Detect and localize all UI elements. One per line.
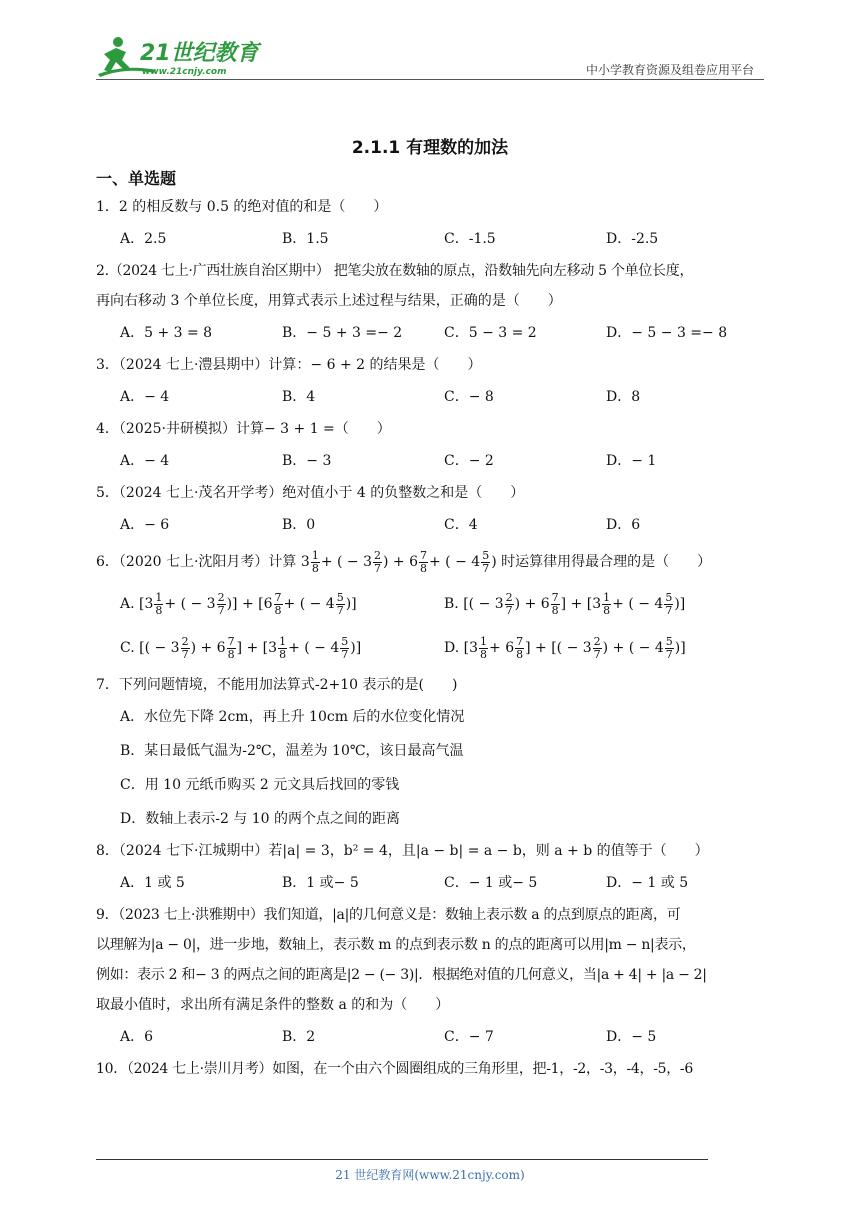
question-9 xyxy=(96,900,768,1054)
option-c: C．− 1 或− 5 xyxy=(444,875,538,891)
option-d: D. [3 $\frac{1}{8}$ + 6 $\frac{7}{8}$ ] + [( − 3 $\frac{2}{7}$ ) + ( − 4 $\frac{5}{7}$ )] xyxy=(444,634,686,661)
question-8 xyxy=(96,836,768,900)
document-title: 2.1.1 有理数的加法 xyxy=(351,138,509,158)
question-stem: 5．（2024 七上·茂名开学考）绝对值小于 4 的负整数之和是（ ） xyxy=(96,485,525,501)
option-b: B．1 或− 5 xyxy=(282,875,359,891)
question-stem: 10．（2024 七上·崇川月考）如图，在一个由六个圆圈组成的三角形里，把-1，-2，-3，-4，-5，-6 xyxy=(96,1061,693,1077)
page-header xyxy=(96,30,764,80)
option-a: A．5 + 3 = 8 xyxy=(120,325,213,341)
option-b: B．− 5 + 3 =− 2 xyxy=(282,325,403,341)
options xyxy=(96,700,768,836)
option-d: D．− 5 xyxy=(606,1029,657,1045)
question-stem-cont: 例如：表示 2 和− 3 的两点之间的距离是|2 − (− 3)|．根据绝对值的几何意义，当|a + 4| + |a − 2| xyxy=(96,967,707,983)
option-d: D．− 1 xyxy=(606,453,657,469)
footer-divider xyxy=(96,1159,708,1160)
question-1 xyxy=(96,192,768,256)
options-2 xyxy=(96,626,768,670)
option-d: D．8 xyxy=(606,389,641,405)
option-b: B．0 xyxy=(282,517,316,533)
stem-prefix: 6．（2020 七上·沈阳月考）计算 xyxy=(96,554,297,570)
options xyxy=(96,444,768,478)
option-a: A. [3 $\frac{1}{8}$ + ( − 3 $\frac{2}{7}$ )] + [6 $\frac{7}{8}$ + ( − 4 $\frac{5}{7}$ )] xyxy=(120,590,357,617)
option-a: A．水位先下降 2cm，再上升 10cm 后的水位变化情况 xyxy=(120,709,465,725)
option-b: B．4 xyxy=(282,389,316,405)
option-d: D．− 1 或 5 xyxy=(606,875,689,891)
options xyxy=(96,582,768,626)
question-stem: 3．（2024 七上·澧县期中）计算：− 6 + 2 的结果是（ ） xyxy=(96,357,482,373)
question-6 xyxy=(96,542,768,670)
option-c: C．− 7 xyxy=(444,1029,494,1045)
question-stem: 7．下列问题情境，不能用加法算式-2+10 表示的是( ) xyxy=(96,677,458,693)
question-7 xyxy=(96,670,768,836)
option-c: C．− 8 xyxy=(444,389,494,405)
question-stem-cont: 取最小值时，求出所有满足条件的整数 a 的和为（ ） xyxy=(96,997,450,1013)
stem-suffix: 时运算律用得最合理的是（ ） xyxy=(501,554,712,570)
options xyxy=(96,380,768,414)
svg-text:21世纪教育: 21世纪教育 xyxy=(140,41,259,66)
question-2 xyxy=(96,256,768,350)
expression: 3 $\frac{1}{8}$ + ( − 3 $\frac{2}{7}$ ) + 6 $\frac{7}{8}$ + ( − 4 $\frac{5}{7}$ ) xyxy=(300,548,497,575)
section-heading: 一、单选题 xyxy=(96,169,177,188)
question-3 xyxy=(96,350,768,414)
options xyxy=(96,222,768,256)
option-c: C．5 − 3 = 2 xyxy=(444,325,537,341)
question-5 xyxy=(96,478,768,542)
option-d: D．-2.5 xyxy=(606,231,659,247)
question-stem xyxy=(96,542,768,582)
option-d: D．− 5 − 3 =− 8 xyxy=(606,325,728,341)
question-list xyxy=(96,192,768,1084)
svg-text:www.21cnjy.com: www.21cnjy.com xyxy=(142,67,227,77)
question-stem: 2.（2024 七上·广西壮族自治区期中） 把笔尖放在数轴的原点，沿数轴先向左移动 5 个单位长度， xyxy=(96,263,694,279)
option-a: A．− 4 xyxy=(120,389,170,405)
question-stem-cont: 以理解为|a − 0|，进一步地，数轴上，表示数 m 的点到表示数 n 的点的距离可以用|m − n|表示， xyxy=(96,937,696,953)
options xyxy=(96,316,768,350)
option-c: C．− 2 xyxy=(444,453,494,469)
option-a: A．2.5 xyxy=(120,231,167,247)
question-stem: 8．（2024 七下·江城期中）若|a| = 3，b² = 4，且|a − b| = a − b，则 a + b 的值等于（ ） xyxy=(96,843,709,859)
option-a: A．− 4 xyxy=(120,453,170,469)
option-a: A．6 xyxy=(120,1029,154,1045)
option-a: A．− 6 xyxy=(120,517,170,533)
question-4 xyxy=(96,414,768,478)
option-b: B．1.5 xyxy=(282,231,329,247)
platform-label: 中小学教育资源及组卷应用平台 xyxy=(585,63,754,77)
option-b: B．某日最低气温为-2℃，温差为 10℃，该日最高气温 xyxy=(120,743,464,759)
question-10 xyxy=(96,1054,768,1084)
footer-source: 21 世纪教育网(www.21cnjy.com) xyxy=(335,1168,525,1182)
option-d: D．数轴上表示-2 与 10 的两个点之间的距离 xyxy=(120,811,401,827)
option-b: B．2 xyxy=(282,1029,316,1045)
option-b: B．− 3 xyxy=(282,453,332,469)
option-a: A．1 或 5 xyxy=(120,875,185,891)
question-stem: 1．2 的相反数与 0.5 的绝对值的和是（ ） xyxy=(96,199,388,215)
option-c: C. [( − 3 $\frac{2}{7}$ ) + 6 $\frac{7}{8}$ ] + [3 $\frac{1}{8}$ + ( − 4 $\frac{5}{7}$ )] xyxy=(120,634,362,661)
header-divider xyxy=(96,79,764,80)
option-c: C．-1.5 xyxy=(444,231,496,247)
options xyxy=(96,508,768,542)
question-stem: 9．（2023 七上·洪雅期中）我们知道，|a|的几何意义是：数轴上表示数 a 的点到原点的距离，可 xyxy=(96,907,681,923)
question-stem: 4．（2025·井研模拟）计算− 3 + 1 =（ ） xyxy=(96,421,391,437)
options xyxy=(96,1020,768,1054)
option-c: C．4 xyxy=(444,517,478,533)
options xyxy=(96,866,768,900)
option-c: C．用 10 元纸币购买 2 元文具后找回的零钱 xyxy=(120,777,400,793)
logo-21cnjy xyxy=(96,34,266,78)
option-d: D．6 xyxy=(606,517,641,533)
question-stem-cont: 再向右移动 3 个单位长度，用算式表示上述过程与结果，正确的是（ ） xyxy=(96,293,562,309)
option-b: B. [( − 3 $\frac{2}{7}$ ) + 6 $\frac{7}{8}$ ] + [3 $\frac{1}{8}$ + ( − 4 $\frac{5}{7}$ )] xyxy=(444,590,686,617)
